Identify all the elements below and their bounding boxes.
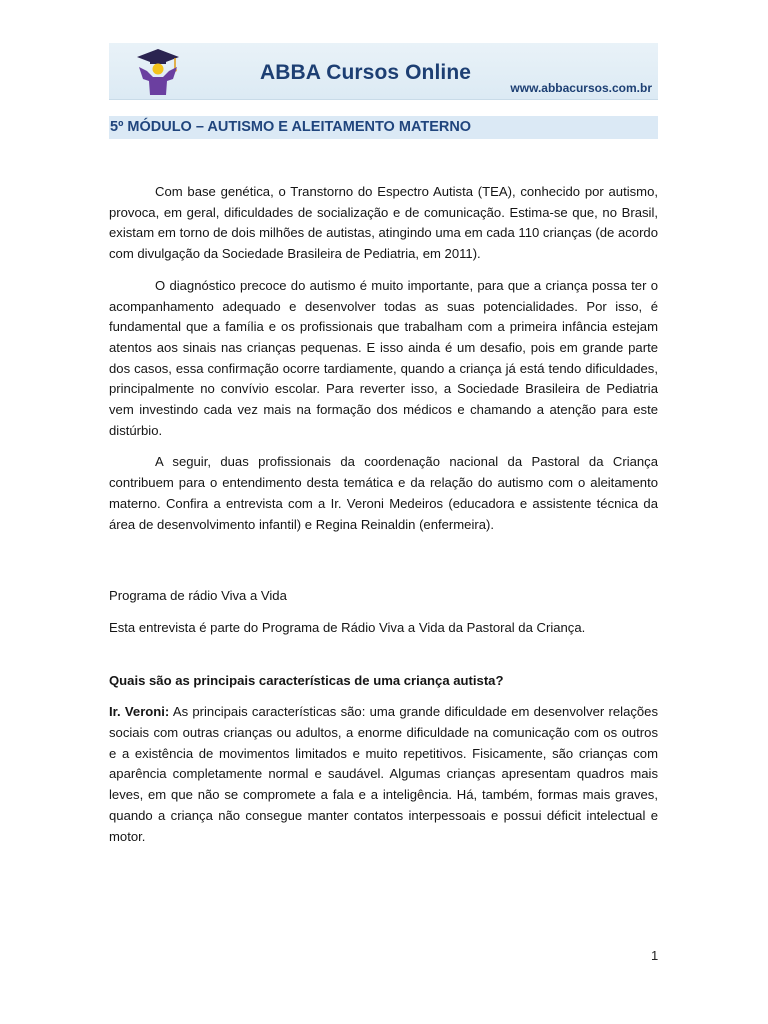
- module-title: 5º MÓDULO – AUTISMO E ALEITAMENTO MATERNO: [110, 119, 472, 135]
- answer-speaker: Ir. Veroni:: [109, 704, 170, 720]
- paragraph-interview-intro: A seguir, duas profissionais da coordenação nacional da Pastoral da Criança contribuem para o entendimento desta temática e da relação do autismo com o aleitamento materno. Confira a entrevista com a Ir. Veroni Medeiros (educadora e assistente técnica da área de desenvolvimento infantil) e Regina Reinaldin (enfermeira).: [109, 454, 658, 532]
- paragraph-intro: Com base genética, o Transtorno do Espectro Autista (TEA), conhecido por autismo, provoca, em geral, dificuldades de socialização e de comunicação. Estima-se que, no Brasil, existam em torno de dois milhões de autistas, atingindo uma em cada 110 crianças (de acordo com divulgação da Sociedade Brasileira de Pediatria, em 2011).: [109, 184, 658, 262]
- program-description: Esta entrevista é parte do Programa de Rádio Viva a Vida da Pastoral da Criança.: [109, 619, 586, 635]
- brand-name: ABBA Cursos Online: [260, 61, 472, 84]
- site-url[interactable]: www.abbacursos.com.br: [510, 81, 652, 95]
- answer-paragraph: [109, 702, 658, 847]
- page-number: 1: [651, 948, 659, 963]
- program-title: Programa de rádio Viva a Vida: [109, 588, 287, 604]
- graduate-cap-person-icon: [135, 47, 181, 97]
- header-banner: [109, 43, 658, 100]
- paragraph-diagnosis: O diagnóstico precoce do autismo é muito importante, para que a criança possa ter o acompanhamento adequado e desenvolver todas as suas potencialidades. Por isso, é fundamental que a família e os profissionais que trabalham com a primeira infância estejam atentos aos sinais nas crianças pequenas. E isso ainda é um desafio, pois em grande parte dos casos, essa confirmação ocorre tardiamente, quando a criança já está tendo dificuldades, principalmente no convívio escolar. Para reverter isso, a Sociedade Brasileira de Pediatria vem investindo cada vez mais na formação dos médicos e chamando a atenção para este distúrbio.: [109, 277, 658, 438]
- module-title-bar: [109, 116, 658, 139]
- document-body: [109, 182, 658, 847]
- question-heading: Quais são as principais características de uma criança autista?: [109, 672, 504, 688]
- answer-text: As principais características são: uma grande dificuldade em desenvolver relações sociais com outras crianças ou adultos, a enorme dificuldade na comunicação com os outros e a existência de movimentos limitados e muito repetitivos. Fisicamente, são crianças com aparência completamente normal e saudável. Algumas crianças apresentam quadros mais leves, em que não se compromete a fala e a inteligência. Há, também, formas mais graves, quando a criança não consegue manter contatos interpessoais e possui déficit intelectual e motor.: [109, 704, 659, 844]
